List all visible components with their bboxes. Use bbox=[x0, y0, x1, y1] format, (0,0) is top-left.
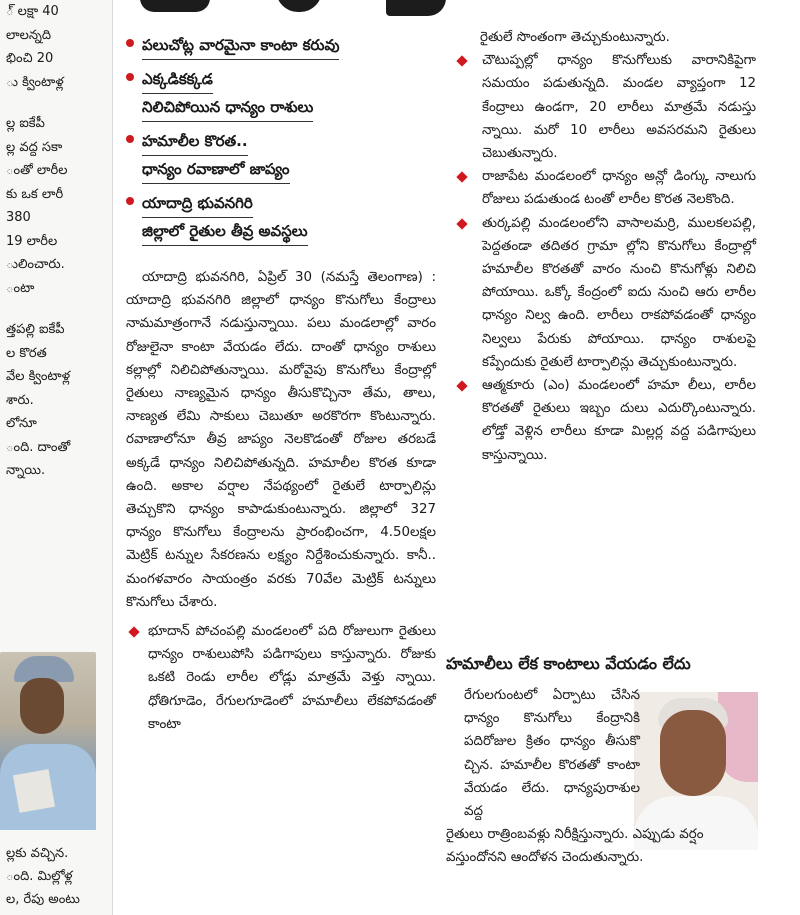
highlight-bullet-line: జిల్లాలో రైతుల తీవ్ర అవస్థలు bbox=[142, 218, 308, 246]
red-dot-icon bbox=[126, 197, 134, 205]
left-column-line: వేల క్వింటాళ్ల bbox=[6, 369, 71, 384]
right-topline: రైతులే సొంతంగా తెచ్చుకుంటున్నారు. bbox=[480, 30, 670, 45]
red-dot-icon bbox=[126, 73, 134, 81]
left-column-line: 380 bbox=[6, 210, 31, 225]
left-column-line: న్నాయి. bbox=[6, 463, 46, 478]
highlight-bullet bbox=[126, 66, 426, 122]
left-column-line: లాలన్నది bbox=[6, 27, 51, 43]
highlight-bullets bbox=[126, 32, 426, 252]
right-list-item-text: చౌటుప్పల్లో ధాన్యం కొనుగోలుకు వారానికిపైగా సమయం పడుతున్నది. మండల వ్యాప్తంగా 12 కేంద్రాలు ఉండగా, 20 లారీలు మాత్రమే నడుస్తు న్నాయి. మరో 10 లారీలు అవసరమని రైతులు చెబుతున్నారు. bbox=[482, 53, 756, 162]
left-column-line: ల్ల వద్ద సకా bbox=[6, 139, 63, 155]
right-list-item bbox=[456, 165, 756, 211]
left-column-line: లోనూ bbox=[6, 416, 37, 431]
left-column-text-bottom bbox=[0, 842, 112, 911]
right-column bbox=[456, 26, 756, 467]
left-column-line: ంతో లారీల bbox=[6, 163, 68, 178]
mid-list-item-text: భూదాన్ పోచంపల్లి మండలంలో పది రోజులుగా రైతులు ధాన్యం రాశులుపోసి పడిగాపులు కాస్తున్నారు. రోజుకు ఒకటి రెండు లారీల లోడ్లు మాత్రమే వెళ్తు న్నాయి. ధోతిగూడెం, రేగులగూడెంలో హమాలీలు లేకపోవడంతో కాంటా bbox=[148, 624, 436, 732]
lead-paragraph: యాదాద్రి భువనగిరి, ఏప్రిల్ 30 (నమస్తే తెలంగాణ) : యాదాద్రి భువనగిరి జిల్లాలో ధాన్యం కొనుగోలు కేంద్రాలు నామమాత్రంగానే నడుస్తున్నాయి. పలు మండలాల్లో వారం రోజులైనా కాంటా వేయడం లేదు. దాంతో ధాన్యం రాశులు కల్లాల్లో నిలిచిపోతున్నాయి. మరోవైపు కొనుగోలు కేంద్రాల్లో రైతులు నాణ్యమైన ధాన్యం తీసుకొచ్చినా తేమ, తాలు, నాణ్యత లేమి సాకులు చెబుతూ అరకొరగా కొంటున్నారు. రవాణాలోనూ తీవ్ర జాప్యం నెలకొడంతో రోజుల తరబడే అక్కడే ధాన్యం నిలిచిపోతున్నది. హమాలీల కొరత కూడా ఉంది. అకాల వర్షాల నేపథ్యంలో రైతులే టార్పాలిన్లు తెచ్చుకొని ధాన్యం కాపాడుకుంటున్నారు. జిల్లాలో 327 ధాన్యం కొనుగోలు కేంద్రాలను ప్రారంభించగా, 4.50లక్షల మెట్రిక్ టన్నుల సేకరణను లక్ష్యం నిర్దేశించుకున్నారు. కానీ.. మంగళవారం సాయంత్రం వరకు 70వేల మెట్రిక్ టన్నులు కొనుగోలు చేశారు. bbox=[126, 270, 436, 610]
middle-column bbox=[126, 266, 436, 736]
left-column-line: కు ఒక లారీ bbox=[6, 186, 64, 202]
left-column-line: ు క్వింటాళ్ల bbox=[6, 74, 64, 90]
diamond-bullet-icon bbox=[128, 626, 139, 637]
right-list-item bbox=[456, 374, 756, 467]
highlight-bullet-line: పలుచోట్ల వారమైనా కాంటా కరువు bbox=[142, 32, 339, 60]
right-list-item-text: ఆత్మకూరు (ఎం) మండలంలో హమా లీలు, లారీల కొరతతో రైతులు ఇబ్బం దులు ఎదుర్కొంటున్నారు. లోడ్తో వెళ్లిన లారీలు కూడా మిల్లర్ల వద్ద పడిగాపులు కాస్తున్నాయి. bbox=[482, 378, 756, 463]
highlight-bullet-line: యాదాద్రి భువనగిరి bbox=[142, 190, 253, 218]
diamond-bullet-icon bbox=[456, 56, 467, 67]
left-column-line: ల్ల ఐకేపీ bbox=[6, 116, 45, 131]
quote-text-wide: రైతులు రాత్రింబవళ్లు నిరీక్షిస్తున్నారు. ఎప్పుడు వర్షం వస్తుందోనని ఆందోళన చెందుతున్నారు. bbox=[446, 827, 704, 866]
diamond-bullet-icon bbox=[456, 218, 467, 229]
left-column-text-mid1 bbox=[0, 112, 112, 300]
subhead: హమాలీలు లేక కాంటాలు వేయడం లేదు bbox=[446, 654, 691, 673]
left-column-line: ంటా bbox=[6, 280, 35, 296]
highlight-bullet-line: హమాలీల కొరత.. bbox=[142, 128, 248, 156]
left-column-line: ల, రేపు అంటు bbox=[6, 892, 80, 907]
left-column-line: 19 లారీల bbox=[6, 233, 58, 249]
left-column-line: ల కొరత bbox=[6, 345, 47, 361]
highlight-bullet-line: ధాన్యం రవాణాలో జాప్యం bbox=[142, 156, 290, 184]
left-column-line: ్ లక్షా 40 bbox=[6, 4, 59, 19]
page-edge bbox=[770, 0, 800, 915]
highlight-bullet bbox=[126, 128, 426, 184]
right-list-item bbox=[456, 49, 756, 165]
farmer-photo-left bbox=[0, 652, 96, 830]
diamond-bullet-icon bbox=[456, 380, 467, 391]
highlight-bullet bbox=[126, 190, 426, 246]
left-column-line: త్తపల్లి ఐకేపీ bbox=[6, 322, 65, 337]
headline-remnant bbox=[126, 0, 456, 22]
mid-list-item bbox=[126, 620, 436, 736]
left-column-line: శారు. bbox=[6, 392, 34, 408]
left-column-line: భించి 20 bbox=[6, 51, 54, 66]
highlight-bullet bbox=[126, 32, 426, 60]
diamond-bullet-icon bbox=[456, 172, 467, 183]
left-column-text-top bbox=[0, 0, 112, 94]
right-list-item bbox=[456, 212, 756, 374]
red-dot-icon bbox=[126, 135, 134, 143]
red-dot-icon bbox=[126, 39, 134, 47]
right-list-item-text: తుర్కపల్లి మండలంలోని వాసాలమర్రి, ములకలపల్లి, పెద్దతండా తదితర గ్రామా ల్లోని కొనుగోలు కేంద్రాల్లో హమాలీల కొరతతో వారం నుంచి కొనుగోళ్లు నిలిచి పోయాయి. ఒక్కో కేంద్రంలో ఐదు నుంచి ఆరు లారీల ధాన్యం నిల్వ ఉంది. లారీలు రాకపోవడంతో ధాన్యం నిల్వలు పేరుకు పోయాయి. ధాన్యం రాశులపై కప్పేందుకు రైతులే టార్పాలిన్లు తెచ్చుకుంటున్నారు. bbox=[482, 215, 756, 370]
left-column-line: ులించారు. bbox=[6, 257, 65, 272]
right-list-item-text: రాజాపేట మండలంలో ధాన్యం అన్లో డింగ్కు నాలుగు రోజులు పడుతుండ టంతో లారీల కొరత నెలకొంది. bbox=[482, 169, 756, 208]
left-column-line: ంది. దాంతో bbox=[6, 439, 71, 455]
highlight-bullet-line: నిలిచిపోయిన ధాన్యం రాశులు bbox=[142, 94, 313, 122]
quote-block bbox=[446, 684, 758, 870]
quote-text-narrow: రేగులగుంటలో ఏర్పాటు చేసిన ధాన్యం కొనుగోలు కేంద్రానికి పదిరోజుల క్రితం ధాన్యం తీసుకొ చ్చిన. హమాలీల కొరతతో కాంటా వేయడం లేదు. ధాన్యపురాశుల వద్ద bbox=[464, 688, 640, 820]
left-column-line: ంది. మిల్లోళ్ల bbox=[6, 869, 73, 884]
left-column-text-mid2 bbox=[0, 318, 112, 483]
highlight-bullet-line: ఎక్కడికక్కడ bbox=[142, 66, 213, 94]
left-column-line: ల్లకు వచ్చిన. bbox=[6, 846, 69, 861]
